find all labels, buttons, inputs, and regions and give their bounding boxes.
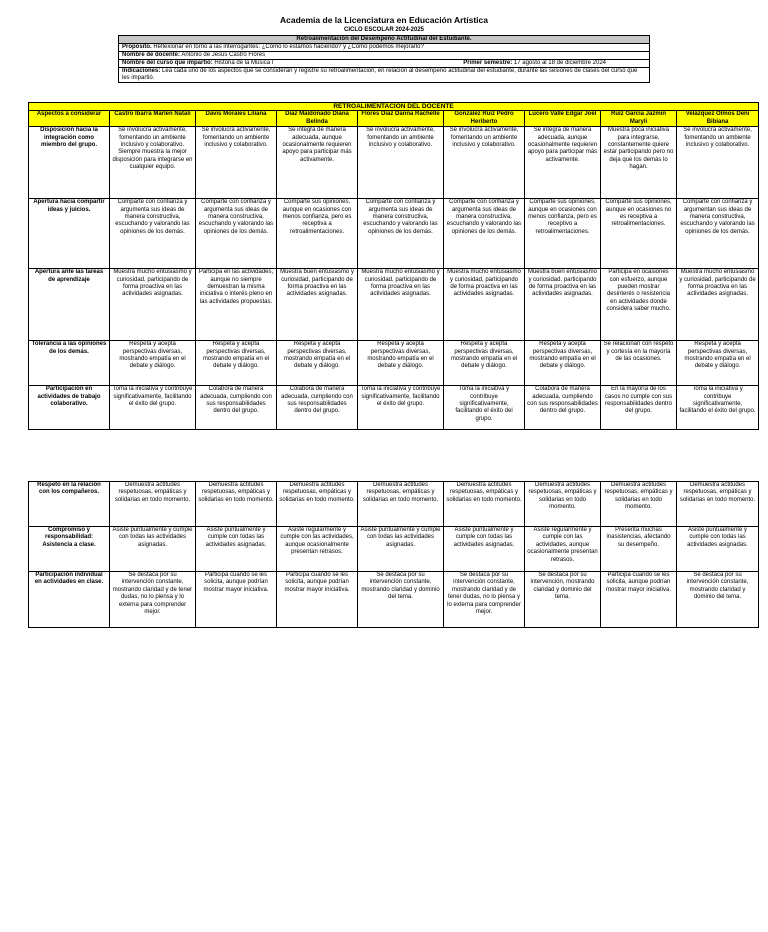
feedback-cell: Comparte con confianza y argumentan sus ideas de manera constructiva, escuchando y valorando las opiniones de los demás. xyxy=(677,199,759,269)
feedback-cell: Se integra de manera adecuada, aunque ocasionalmente requieren apoyo para participar más activamente. xyxy=(525,127,601,199)
feedback-cell: Asiste puntualmente y cumple con todas las actividades asignadas. xyxy=(677,527,759,572)
course-row xyxy=(119,60,650,68)
purpose-row xyxy=(119,44,650,52)
feedback-cell: En la mayoría de los casos no cumple con sus responsabilidades dentro del grupo. xyxy=(601,386,677,430)
feedback-cell: Respeta y acepta perspectivas diversas, mostrando empatía en el debate y diálogo. xyxy=(196,341,277,386)
feedback-cell: Comparte con confianza y argumenta sus ideas de manera constructiva, escuchando y valorando las opiniones de los demás. xyxy=(444,199,525,269)
feedback-cell: Muestra poca iniciativa para integrarse, constantemente quiere estar participando pero no deja que los demás lo hagan. xyxy=(601,127,677,199)
feedback-cell: Colabora de manera adecuada, cumpliendo con sus responsabilidades dentro del grupo. xyxy=(277,386,358,430)
feedback-cell: Demuestra actitudes respetuosas, empáticas y solidarias en todo momento. xyxy=(601,482,677,527)
table-title: RETROALIMENTACIÓN DEL DOCENTE xyxy=(29,103,759,111)
feedback-cell: Demuestra actitudes respetuosas, empáticas y solidarias en todo momento. xyxy=(110,482,196,527)
feedback-cell: Colabora de manera adecuada, cumpliendo con sus responsabilidades dentro del grupo. xyxy=(196,386,277,430)
feedback-cell: Comparte sus opiniones, aunque en ocasiones no es receptiva a retroalimentaciones. xyxy=(601,199,677,269)
feedback-cell: Respeta y acepta perspectivas diversas, mostrando empatía en el debate y diálogo. xyxy=(110,341,196,386)
feedback-cell: Se involucra activamente, fomentando un ambiente inclusivo y colaborativo. xyxy=(358,127,444,199)
aspect-label: Disposición hacia la integración como miembro del grupo. xyxy=(29,127,110,199)
info-band: Retroalimentación del Desempeño Actitudinal del Estudiante. xyxy=(119,36,650,44)
student-column-header: Lucero Valle Edgar Joel xyxy=(525,111,601,127)
feedback-cell: Participa en las actividades, aunque no siempre demuestran la misma iniciativa o interés pleno en las actividades propuestas. xyxy=(196,269,277,341)
student-column-header: González Ruiz Pedro Heriberto xyxy=(444,111,525,127)
aspect-label: Apertura ante las tareas de aprendizaje xyxy=(29,269,110,341)
feedback-cell: Demuestra actitudes respetuosas, empáticas y solidarias en todo momento. xyxy=(677,482,759,527)
feedback-cell: Demuestra actitudes respetuosas, empáticas y solidarias en todo momento. xyxy=(277,482,358,527)
feedback-cell: Comparte sus opiniones, aunque en ocasiones con menos confianza, pero es receptivo a retroalimentaciones. xyxy=(525,199,601,269)
table-row xyxy=(29,341,759,386)
feedback-cell: Se destaca por su intervención constante, mostrando claridad y dominio del tema. xyxy=(358,572,444,628)
purpose-text: Reflexionar en torno a las interrogantes: ¿Cómo lo estamos haciendo? y ¿Cómo podemos mejorarlo? xyxy=(153,44,424,50)
feedback-cell: Asiste regularmente y cumple con las actividades, aunque ocasionalmente presentan retrasos. xyxy=(277,527,358,572)
student-column-header: Ruiz García Jazmín Maryli xyxy=(601,111,677,127)
feedback-cell: Muestra buen entusiasmo y curiosidad, participando de forma proactiva en las actividades asignadas. xyxy=(525,269,601,341)
purpose-label: Propósito. xyxy=(122,44,152,50)
feedback-cell: Se involucra activamente, fomentando un ambiente inclusivo y colaborativo. xyxy=(677,127,759,199)
aspect-label: Respeto en la relación con los compañeros. xyxy=(29,482,110,527)
document-title: Academia de la Licenciatura en Educación Artística xyxy=(279,15,488,25)
feedback-cell: Se destaca por su intervención, mostrando claridad y dominio del tema. xyxy=(525,572,601,628)
feedback-cell: Respeta y acepta perspectivas diversas, mostrando empatía en el debate y diálogo. xyxy=(444,341,525,386)
feedback-cell: Colabora de manera adecuada, cumpliendo con sus responsabilidades dentro del grupo. xyxy=(525,386,601,430)
course-name: Historia de la Música I xyxy=(214,60,274,66)
feedback-cell: Toma la iniciativa y contribuye significativamente, facilitando el éxito del grupo. xyxy=(110,386,196,430)
feedback-cell: Asiste puntualmente y cumple con todas las actividades asignadas. xyxy=(444,527,525,572)
feedback-table xyxy=(28,102,759,430)
feedback-cell: Toma la iniciativa y contribuye significativamente, facilitando el éxito del grupo. xyxy=(677,386,759,430)
feedback-cell: Se involucra activamente, fomentando un ambiente inclusivo y colaborativo. Siempre muestra la mejor disposición para integrarse en cualquier equipo. xyxy=(110,127,196,199)
course-label: Nombre del curso que impartio: xyxy=(122,60,213,66)
feedback-cell: Asiste puntualmente y cumple con todas las actividades asignadas. xyxy=(358,527,444,572)
student-column-header: Davis Morales Liliana xyxy=(196,111,277,127)
table-row xyxy=(29,269,759,341)
instructions-row xyxy=(119,68,650,83)
feedback-cell: Participa en ocasiones con esfuerzo, aunque pueden mostrar desinterés o resistencia en actividades donde considera saber mucho. xyxy=(601,269,677,341)
semester-label: Primer semestre: xyxy=(463,60,513,66)
student-column-header: Díaz Maldonado Diana Belinda xyxy=(277,111,358,127)
feedback-cell: Demuestra actitudes respetuosas, empáticas y solidarias en todo momento. xyxy=(444,482,525,527)
student-column-header: Velázquez Olmos Deni Bibiana xyxy=(677,111,759,127)
feedback-cell: Demuestra actitudes respetuosas, empáticas y solidarias en todo momento. xyxy=(525,482,601,527)
teacher-name: Antonio de Jesús Castro Flores xyxy=(181,52,266,58)
table-row xyxy=(29,127,759,199)
table-row xyxy=(29,572,759,628)
feedback-cell: Asiste regularmente y cumple con las actividades, aunque ocasionalmente presentan retrasos. xyxy=(525,527,601,572)
instructions-label: Indicaciones: xyxy=(122,68,161,74)
table-row xyxy=(29,199,759,269)
feedback-cell: Demuestra actitudes respetuosas, empáticas y solidarias en todo momento. xyxy=(358,482,444,527)
student-column-header: Flores Díaz Danna Rachelle xyxy=(358,111,444,127)
feedback-cell: Se integra de manera adecuada, aunque ocasionalmente requieren apoyo para participar más activamente. xyxy=(277,127,358,199)
feedback-cell: Participa cuando se les solicita, aunque podrían mostrar mayor iniciativa. xyxy=(277,572,358,628)
aspect-label: Participación en actividades de trabajo colaborativo. xyxy=(29,386,110,430)
semester-dates: 17 agosto al 18 de diciembre 2024 xyxy=(513,60,606,66)
feedback-cell: Se destaca por su intervención constante, mostrando claridad y dominio del tema. xyxy=(677,572,759,628)
feedback-cell: Asiste puntualmente y cumple con todas las actividades asignadas. xyxy=(196,527,277,572)
feedback-cell: Comparte con confianza y argumenta sus ideas de manera constructiva, escuchando y valorando las opiniones de los demás. xyxy=(196,199,277,269)
semester xyxy=(463,60,606,67)
feedback-cell: Se destaca por su intervención constante, mostrando claridad y de tener dudas, no lo piensa y lo externa para comprender mejor. xyxy=(110,572,196,628)
feedback-cell: Se destaca por su intervención constante, mostrando claridad y de tener dudas, no lo piensa y lo externa para comprender mejor. xyxy=(444,572,525,628)
table-row xyxy=(29,482,759,527)
table-row xyxy=(29,527,759,572)
feedback-cell: Muestra mucho entusiasmo y curiosidad, participando de forma proactiva en las actividades asignadas. xyxy=(110,269,196,341)
feedback-cell: Muestra mucho entusiasmo y curiosidad, participando de forma proactiva en las actividades asignadas. xyxy=(444,269,525,341)
feedback-cell: Comparte con confianza y argumenta sus ideas de manera constructiva, escuchando y valorando las opiniones de los demás. xyxy=(358,199,444,269)
feedback-cell: Asiste puntualmente y cumple con todas las actividades asignadas. xyxy=(110,527,196,572)
feedback-cell: Comparte sus opiniones, aunque en ocasiones con menos confianza, pero es receptiva a retroalimentaciones. xyxy=(277,199,358,269)
feedback-cell: Presenta muchas inasistencias, afectando su desempeño. xyxy=(601,527,677,572)
aspect-column-header: Aspectos a considerar xyxy=(29,111,110,127)
feedback-cell: Participa cuando se les solicita, aunque podrían mostrar mayor iniciativa. xyxy=(601,572,677,628)
feedback-cell: Muestra mucho entusiasmo y curiosidad, participando de forma proactiva en las actividades asignadas. xyxy=(677,269,759,341)
info-table xyxy=(118,35,650,83)
teacher-label: Nombre de docente: xyxy=(122,52,181,58)
instructions-text: Lea cada uno de los aspectos que se consideran y registre su retroalimentación, en relación al desempeño actitudinal del estudiante, durante las sesiones de clases del curso que les impartió. xyxy=(122,68,638,81)
feedback-cell: Respeta y acepta perspectivas diversas, mostrando empatía en el debate y diálogo. xyxy=(277,341,358,386)
feedback-cell: Muestra buen entusiasmo y curiosidad, participando de forma proactiva en las actividades asignadas. xyxy=(277,269,358,341)
student-column-header: Castro Ibarra Marlen Natali xyxy=(110,111,196,127)
feedback-cell: Respeta y acepta perspectivas diversas, mostrando empatía en el debate y diálogo. xyxy=(358,341,444,386)
feedback-cell: Se relacionan con respeto y cortesía en la mayoría de las ocasiones. xyxy=(601,341,677,386)
feedback-cell: Toma la iniciativa y contribuye significativamente, facilitando el éxito del grupo. xyxy=(358,386,444,430)
student-header-row xyxy=(29,111,759,127)
teacher-row xyxy=(119,52,650,60)
aspect-label: Apertura hacia compartir ideas y juicios. xyxy=(29,199,110,269)
aspect-label: Tolerancia a las opiniones de los demás. xyxy=(29,341,110,386)
feedback-cell: Se involucra activamente, fomentando un ambiente inclusivo y colaborativo. xyxy=(444,127,525,199)
school-cycle: CICLO ESCOLAR 2024-2025 xyxy=(343,27,425,33)
feedback-cell: Comparte con confianza y argumenta sus ideas de manera constructiva, escuchando y valorando las opiniones de los demás. xyxy=(110,199,196,269)
feedback-cell: Muestra mucho entusiasmo y curiosidad, participando de forma proactiva en las actividades asignadas. xyxy=(358,269,444,341)
feedback-cell: Se involucra activamente, fomentando un ambiente inclusivo y colaborativo. xyxy=(196,127,277,199)
aspect-label: Participación individual en actividades en clase. xyxy=(29,572,110,628)
table-row xyxy=(29,386,759,430)
feedback-cell: Participa cuando se les solicita, aunque podrían mostrar mayor iniciativa. xyxy=(196,572,277,628)
feedback-table-continued xyxy=(28,481,759,628)
feedback-cell: Respeta y acepta perspectivas diversas, mostrando empatía en el debate y diálogo. xyxy=(525,341,601,386)
feedback-cell: Demuestra actitudes respetuosas, empáticas y solidarias en todo momento. xyxy=(196,482,277,527)
feedback-cell: Respeta y acepta perspectivas diversas, mostrando empatía en el debate y diálogo. xyxy=(677,341,759,386)
feedback-cell: Toma la iniciativa y contribuye significativamente, facilitando el éxito del grupo. xyxy=(444,386,525,430)
aspect-label: Compromiso y responsabilidad: Asistencia a clase. xyxy=(29,527,110,572)
